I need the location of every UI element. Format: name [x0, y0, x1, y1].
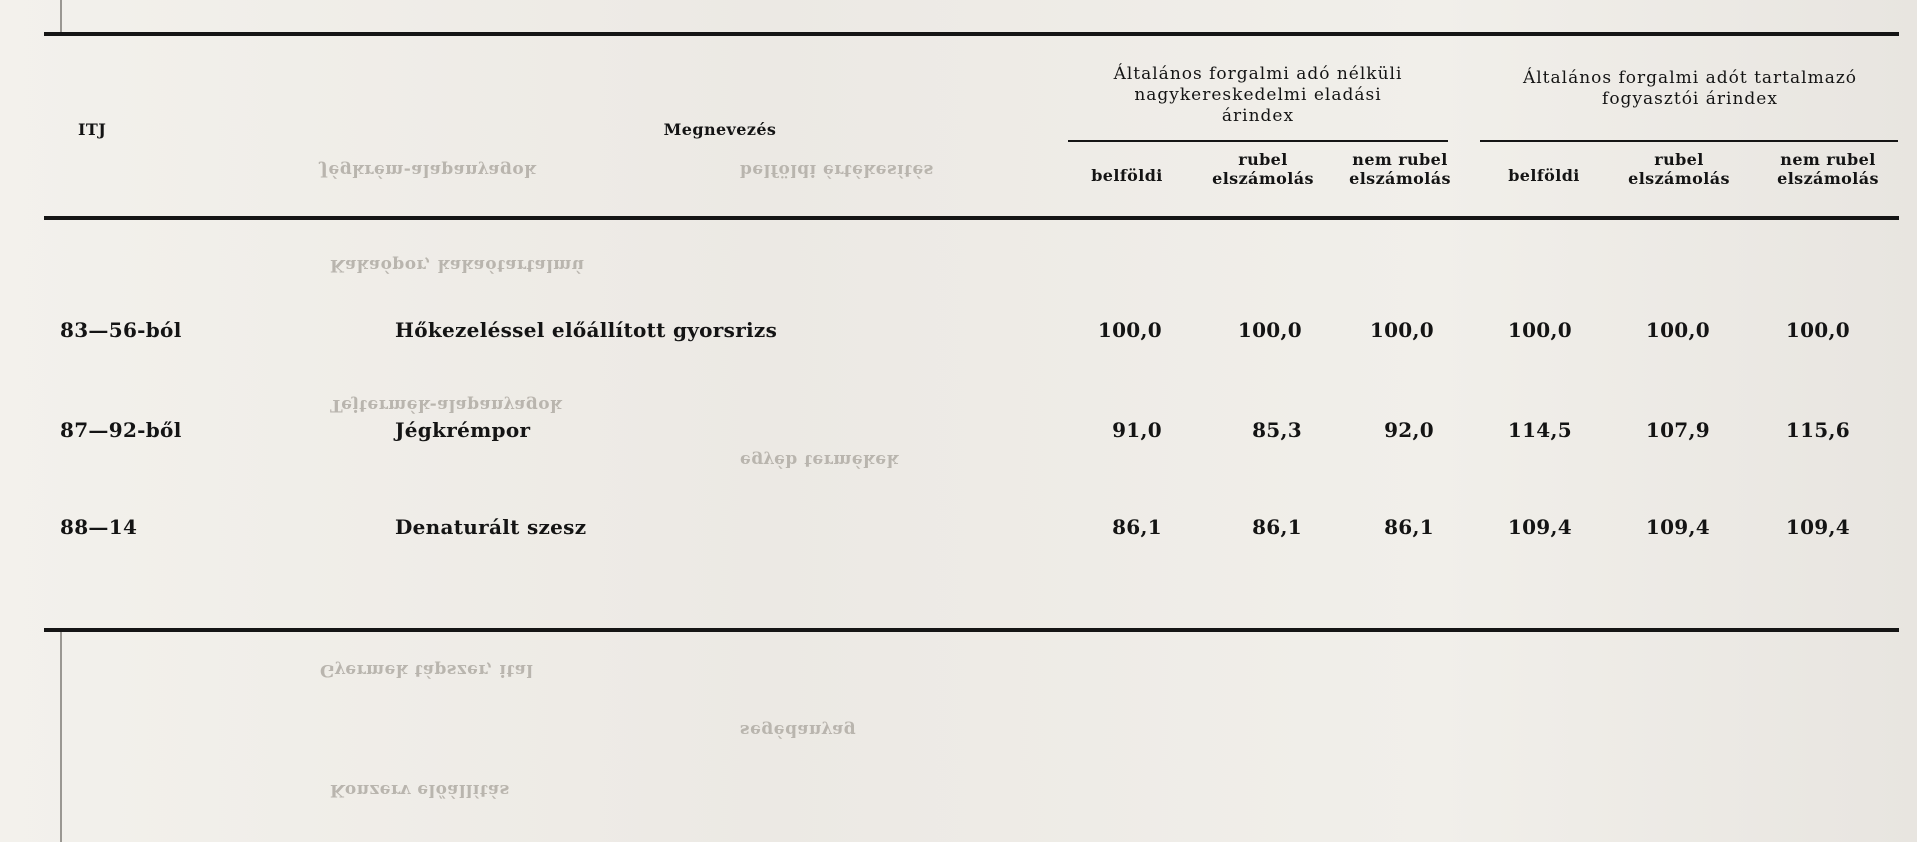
subcolumn-header-line: elszámolás [1212, 169, 1314, 188]
group-header-line: árindex [1221, 106, 1295, 126]
row-name: Hőkezeléssel előállított gyorsrizs [395, 318, 778, 342]
table-top-rule [44, 32, 1899, 36]
row-name: Jégkrémpor [395, 418, 531, 442]
row-value: 107,9 [1645, 418, 1710, 442]
row-itj: 88—14 [60, 515, 138, 539]
row-value: 86,1 [1252, 515, 1302, 539]
row-value: 100,0 [1507, 318, 1572, 342]
column-header-itj: ITJ [78, 120, 107, 139]
group-header-wholesale [1068, 64, 1448, 127]
subcolumn-header [1072, 166, 1182, 185]
subcolumn-header-line: belföldi [1091, 166, 1163, 185]
margin-line [60, 0, 62, 32]
header-bottom-rule [44, 216, 1899, 220]
row-value: 100,0 [1369, 318, 1434, 342]
row-name: Denaturált szesz [395, 515, 587, 539]
bleed-through-text: Jégkrém-alapanyagok [320, 160, 537, 180]
group-header-line: nagykereskedelmi eladási [1134, 85, 1382, 105]
subcolumn-header-line: elszámolás [1628, 169, 1730, 188]
subcolumn-header-line: elszámolás [1777, 169, 1879, 188]
row-value: 86,1 [1384, 515, 1434, 539]
group-header-line: Általános forgalmi adót tartalmazó [1522, 68, 1858, 88]
row-value: 109,4 [1785, 515, 1850, 539]
row-value: 91,0 [1112, 418, 1162, 442]
group-header-line: Általános forgalmi adó nélküli [1113, 64, 1403, 84]
bleed-through-text: Gyermek tápszer, ital [320, 660, 534, 680]
bleed-through-text: segédanyag [740, 720, 857, 740]
column-header-name: Megnevezés [663, 120, 777, 139]
row-value: 109,4 [1645, 515, 1710, 539]
bleed-through-text: Kakaópor, kakaótartalmú [330, 255, 585, 275]
row-itj: 83—56-ból [60, 318, 182, 342]
bleed-through-text: belföldi értékesítés [740, 160, 934, 180]
subcolumn-header [1198, 150, 1328, 188]
margin-line [60, 632, 62, 842]
row-value: 100,0 [1785, 318, 1850, 342]
group2-rule [1480, 140, 1898, 142]
subcolumn-header-line: belföldi [1508, 166, 1580, 185]
row-itj: 87—92-ből [60, 418, 182, 442]
subcolumn-header-line: nem rubel [1780, 150, 1876, 169]
row-value: 100,0 [1097, 318, 1162, 342]
table-bottom-rule [44, 628, 1899, 632]
group1-rule [1068, 140, 1448, 142]
group-header-line: fogyasztói árindex [1602, 89, 1778, 109]
row-value: 100,0 [1237, 318, 1302, 342]
subcolumn-header-line: nem rubel [1352, 150, 1448, 169]
subcolumn-header [1614, 150, 1744, 188]
subcolumn-header-line: elszámolás [1349, 169, 1451, 188]
group-header-consumer [1480, 68, 1900, 110]
subcolumn-header-line: rubel [1654, 150, 1704, 169]
subcolumn-header-line: rubel [1238, 150, 1288, 169]
row-value: 115,6 [1785, 418, 1850, 442]
row-value: 100,0 [1645, 318, 1710, 342]
subcolumn-header [1494, 166, 1594, 185]
row-value: 86,1 [1112, 515, 1162, 539]
subcolumn-header [1758, 150, 1898, 188]
row-value: 92,0 [1384, 418, 1434, 442]
bleed-through-text: Konzerv előállítás [330, 780, 510, 800]
subcolumn-header [1330, 150, 1470, 188]
bleed-through-text: Tejtermék-alapanyagok [330, 395, 563, 415]
row-value: 85,3 [1252, 418, 1302, 442]
row-value: 114,5 [1507, 418, 1572, 442]
bleed-through-text: egyéb termékek [740, 450, 900, 470]
row-value: 109,4 [1507, 515, 1572, 539]
